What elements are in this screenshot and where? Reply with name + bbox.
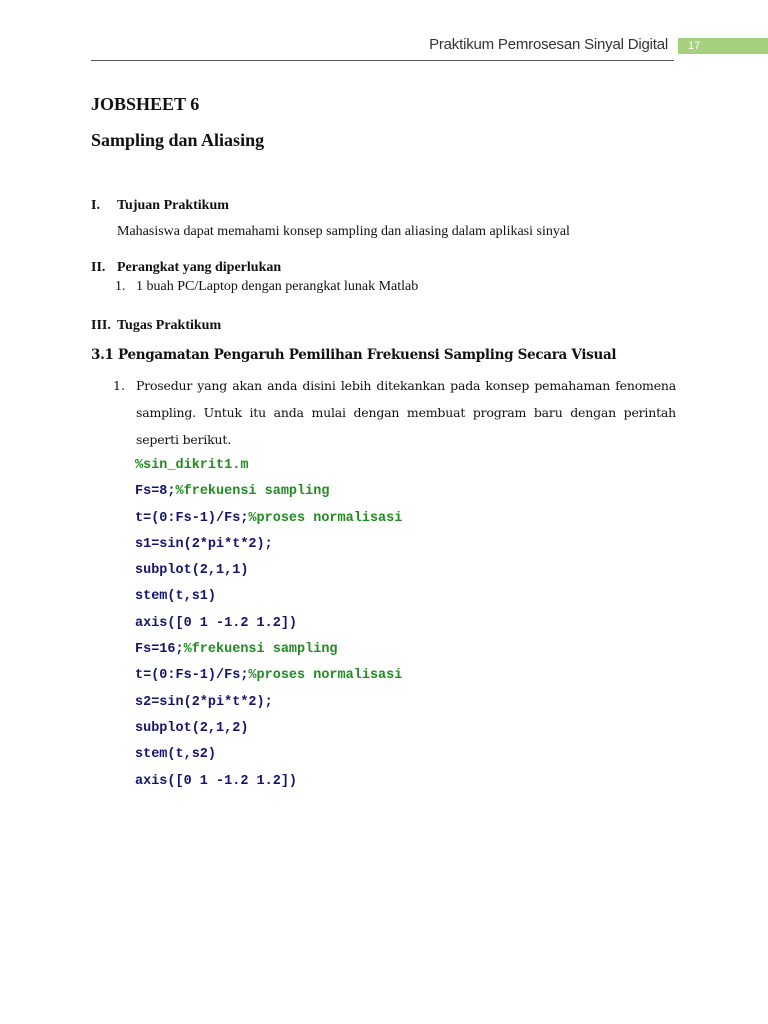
step-paragraph: Prosedur yang akan anda disini lebih ditekankan pada konsep pemahaman fenomena sampling. Untuk itu anda mulai dengan membuat program baru dengan perintah seperti berikut. (136, 378, 676, 447)
header-title: Praktikum Pemrosesan Sinyal Digital (429, 36, 668, 53)
section-number: II. (91, 260, 106, 275)
code-text: Fs=16; (135, 642, 184, 658)
code-line (135, 558, 402, 584)
code-text: axis([0 1 -1.2 1.2]) (135, 773, 298, 789)
code-line (135, 532, 402, 558)
code-text: Fs=8; (135, 484, 176, 500)
code-line (135, 479, 402, 505)
section-body: Mahasiswa dapat memahami konsep sampling dan aliasing dalam aplikasi sinyal (117, 224, 570, 239)
code-text: s1=sin(2*pi*t*2); (135, 536, 273, 552)
code-line (135, 769, 402, 795)
step-number: 1. (113, 378, 125, 393)
code-text: stem(t,s2) (135, 747, 217, 763)
code-text: stem(t,s1) (135, 589, 217, 605)
section-title: Tugas Praktikum (117, 318, 222, 333)
code-line (135, 506, 402, 532)
jobsheet-heading: JOBSHEET 6 (91, 94, 200, 114)
code-line (135, 742, 402, 768)
section-heading-2 (91, 260, 281, 276)
code-text: subplot(2,1,1) (135, 563, 249, 579)
code-line (135, 663, 402, 689)
code-comment: %frekuensi sampling (175, 484, 330, 500)
code-text: s2=sin(2*pi*t*2); (135, 694, 273, 710)
document-title: Sampling dan Aliasing (91, 130, 265, 150)
section-heading-3 (91, 318, 221, 334)
page-number-badge: 17 (678, 38, 768, 54)
code-line (135, 637, 402, 663)
code-block (135, 453, 402, 795)
list-item: 1 buah PC/Laptop dengan perangkat lunak Matlab (136, 279, 419, 294)
header-divider (91, 60, 674, 61)
code-text: subplot(2,1,2) (135, 720, 249, 736)
code-comment: %sin_dikrit1.m (135, 458, 249, 473)
code-text: t=(0:Fs-1)/Fs; (135, 668, 249, 684)
code-line (135, 716, 402, 742)
code-comment: %proses normalisasi (248, 510, 403, 526)
subsection-heading: 3.1 Pengamatan Pengaruh Pemilihan Frekuensi Sampling Secara Visual (91, 347, 617, 363)
code-text: t=(0:Fs-1)/Fs; (135, 510, 249, 526)
section-title: Tujuan Praktikum (117, 198, 229, 213)
list-item-number: 1. (115, 279, 126, 294)
code-line (135, 584, 402, 610)
code-comment: %proses normalisasi (248, 668, 403, 684)
section-number: I. (91, 198, 100, 213)
section-number: III. (91, 318, 111, 333)
code-comment: %frekuensi sampling (183, 642, 338, 658)
code-line (135, 690, 402, 716)
code-text: axis([0 1 -1.2 1.2]) (135, 615, 298, 631)
code-line (135, 453, 402, 479)
section-heading-1 (91, 198, 229, 214)
code-line (135, 611, 402, 637)
section-title: Perangkat yang diperlukan (117, 260, 282, 275)
